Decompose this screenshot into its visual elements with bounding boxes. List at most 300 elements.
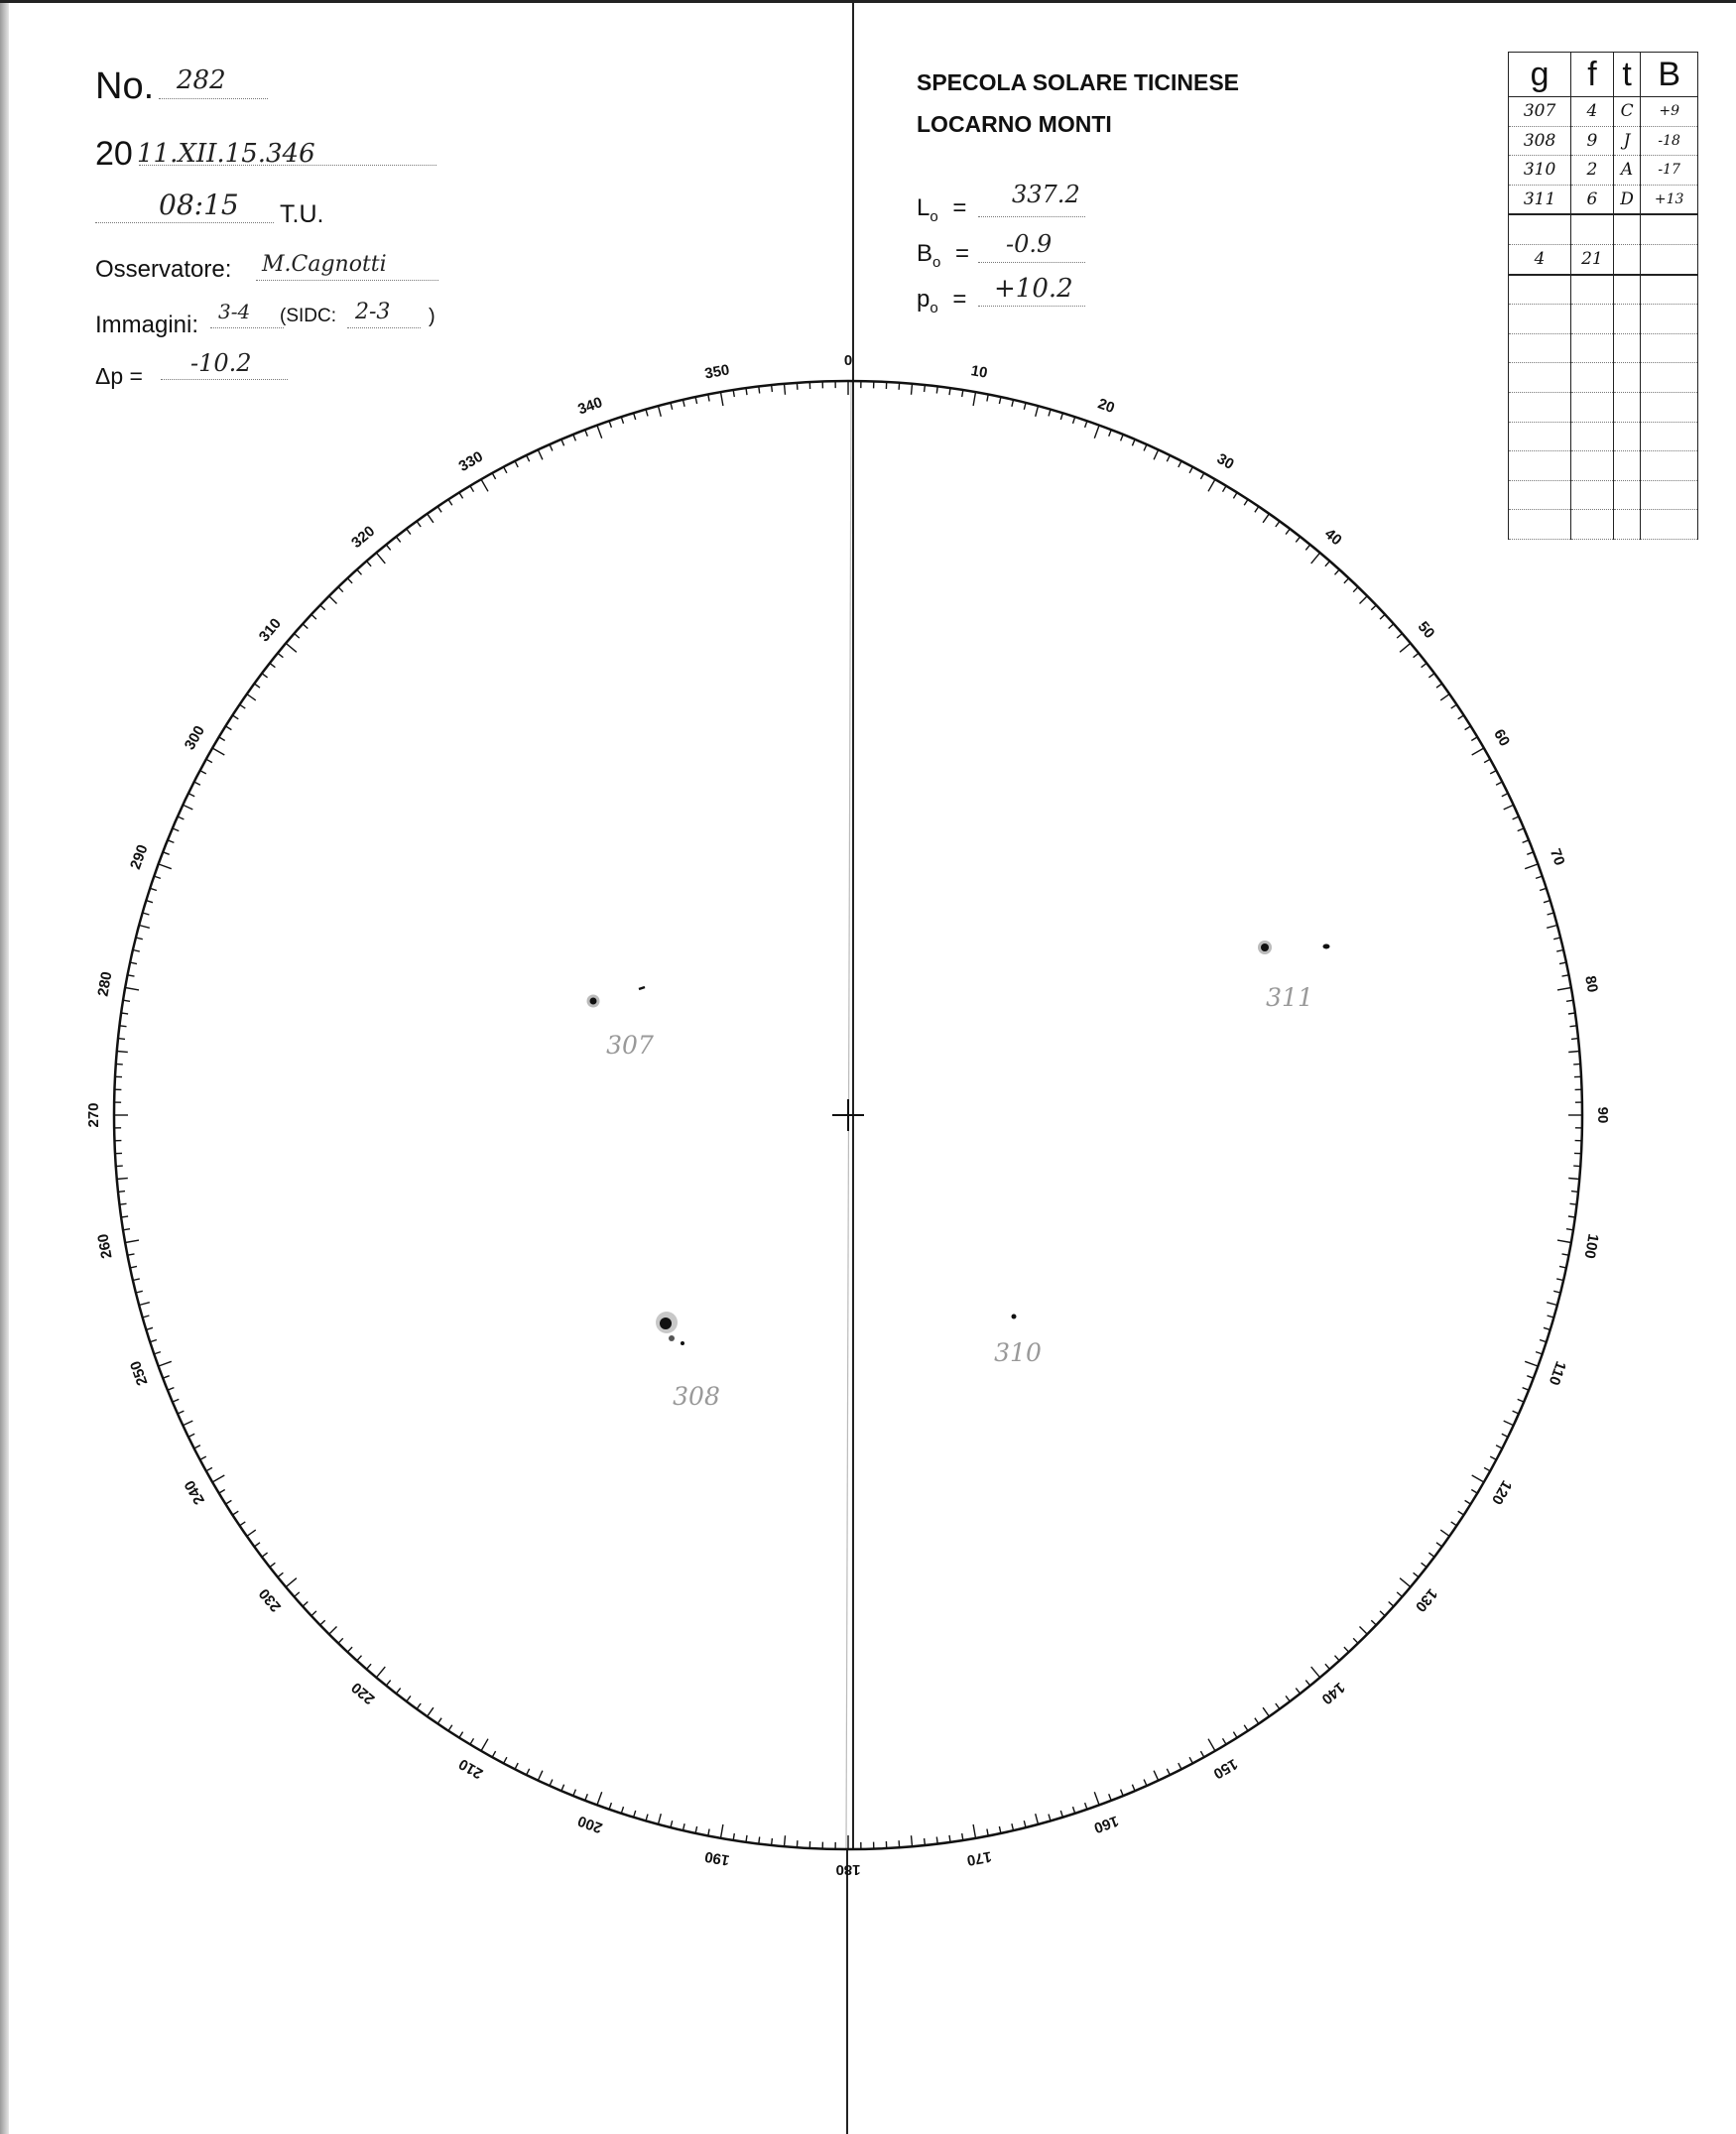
degree-label: 170 [965,1847,993,1869]
degree-tick [1414,653,1420,657]
degree-tick [1472,1475,1484,1482]
degree-tick [1305,545,1309,551]
spot-308-umbra [660,1318,672,1329]
observatory-name: SPECOLA SOLARE TICINESE [917,69,1240,95]
degree-tick [1568,1179,1579,1180]
degree-tick [1518,1399,1525,1402]
col-header-B: B [1641,53,1698,97]
degree-tick [121,1013,128,1014]
degree-label: 270 [84,1102,102,1128]
degree-tick [163,852,170,855]
degree-tick [1360,596,1368,604]
L0-value: 337.2 [1012,181,1080,208]
images-value: 3-4 [218,300,251,323]
group-label: 311 [1266,983,1313,1012]
table-cell: D [1613,185,1641,214]
degree-tick [303,624,308,629]
degree-tick [1397,1592,1402,1597]
degree-tick [759,1837,760,1844]
degree-tick [492,473,495,479]
degree-label: 140 [1317,1679,1348,1708]
degree-tick [386,545,390,551]
degree-label: 130 [1412,1584,1441,1615]
degree-tick [1311,553,1320,564]
degree-tick [139,1303,150,1306]
sidc-label: (SIDC: [280,306,336,326]
degree-tick [746,388,747,395]
degree-tick [1263,1707,1269,1716]
degree-tick [1335,1656,1340,1661]
degree-tick [1178,461,1181,467]
degree-tick [143,1316,150,1318]
degree-tick [357,1656,362,1661]
group-label: 307 [606,1031,654,1060]
degree-tick [1121,1790,1124,1797]
L0-subscript: o [930,207,938,225]
degree-tick [386,1681,390,1687]
degree-label: 340 [575,394,605,419]
degree-tick [1380,1611,1385,1616]
degree-tick [1496,782,1502,785]
degree-tick [772,1838,773,1845]
degree-tick [367,562,372,566]
degree-tick [746,1835,747,1842]
degree-tick [1527,1376,1534,1379]
group-label: 310 [994,1338,1042,1367]
table-cell: 21 [1571,244,1614,274]
degree-label: 120 [1488,1477,1516,1508]
degree-tick [1085,421,1087,428]
degree-tick [437,507,441,513]
degree-tick [1132,1785,1135,1792]
degree-label: 60 [1490,726,1514,750]
degree-tick [1496,1445,1502,1448]
degree-tick [1311,1667,1320,1678]
degree-tick [303,1602,308,1607]
time-unit: T.U. [280,200,324,228]
degree-tick [1380,614,1385,619]
degree-label: 80 [1581,974,1601,994]
degree-label: 260 [94,1232,116,1260]
degree-tick [1255,507,1259,513]
degree-tick [1208,1739,1215,1751]
degree-tick [1557,1240,1571,1242]
degree-tick [481,1739,488,1751]
degree-tick [646,410,648,417]
degree-tick [659,1814,662,1824]
degree-tick [428,514,434,523]
degree-tick [1109,430,1112,437]
degree-label: 300 [181,722,208,753]
degree-tick [936,1837,937,1844]
degree-tick [772,385,773,392]
degree-tick [481,479,488,491]
degree-tick [168,1388,175,1391]
degree-tick [527,455,530,461]
degree-tick [1547,1303,1557,1306]
spot-308c [681,1341,684,1345]
degree-tick [168,840,175,843]
table-cell: 4 [1571,97,1614,127]
table-cell: 2 [1571,156,1614,186]
degree-tick [1353,587,1358,592]
degree-tick [1360,1627,1368,1635]
degree-tick [1344,578,1349,583]
spot-307a-umbra [590,998,597,1005]
sidc-value: 2-3 [355,300,391,324]
degree-tick [225,1500,231,1504]
degree-tick [1255,1718,1259,1724]
degree-tick [1422,663,1427,667]
table-cell: +13 [1641,185,1698,214]
degree-tick [1540,888,1547,890]
degree-label: 10 [969,362,989,382]
degree-tick [1325,1664,1330,1669]
images-label: Immagini: [95,312,199,338]
degree-tick [1344,1647,1349,1652]
degree-tick [1132,439,1135,446]
degree-tick [1571,1192,1578,1193]
degree-tick [1263,514,1269,523]
degree-tick [1276,1703,1280,1709]
degree-tick [671,403,673,410]
degree-label: 310 [255,615,285,646]
degree-tick [1144,1780,1147,1786]
degree-tick [320,1620,325,1625]
degree-tick [396,1689,400,1695]
table-cell: C [1613,97,1641,127]
degree-tick [376,553,385,564]
degree-label: 30 [1213,449,1237,473]
degree-label: 0 [843,351,853,369]
degree-tick [1525,864,1538,869]
degree-tick [1465,726,1471,730]
degree-tick [912,1835,913,1846]
degree-tick [188,794,194,797]
degree-tick [206,1467,212,1470]
degree-tick [278,653,284,657]
degree-tick [376,1667,385,1678]
degree-label: 330 [455,447,486,475]
degree-tick [270,663,276,667]
degree-tick [159,1361,172,1366]
p0-value: +10.2 [994,274,1073,304]
table-cell: J [1613,126,1641,156]
degree-tick [1458,1511,1464,1515]
degree-tick [785,384,786,395]
degree-tick [1556,950,1563,952]
degree-tick [437,1718,441,1724]
degree-tick [120,1203,127,1204]
degree-tick [1400,643,1411,652]
degree-tick [515,1763,518,1769]
p0-symbol: p [917,286,930,313]
degree-tick [1502,794,1508,797]
degree-tick [785,1835,786,1846]
degree-tick [527,1769,530,1775]
degree-tick [1540,1340,1547,1342]
degree-tick [311,1611,316,1616]
L0-symbol: L [917,194,930,221]
degree-tick [407,529,411,535]
degree-tick [320,605,325,610]
degree-tick [1559,1266,1566,1268]
degree-label: 90 [1594,1106,1612,1124]
group-label: 308 [673,1382,720,1411]
degree-tick [1484,1467,1490,1470]
table-cell: -17 [1641,156,1698,186]
degree-tick [646,1815,648,1821]
degree-tick [1389,624,1394,629]
degree-tick [212,1475,224,1482]
p0-equals: = [952,286,967,313]
degree-tick [1036,1814,1039,1824]
degree-tick [797,383,798,390]
time-value: 08:15 [159,188,239,221]
degree-tick [338,587,343,592]
degree-label: 160 [1091,1812,1121,1836]
degree-tick [912,384,913,395]
number-label: No. [95,65,155,107]
degree-tick [1036,406,1039,417]
degree-tick [1189,1757,1192,1763]
degree-label: 20 [1095,395,1117,418]
degree-tick [1436,1543,1442,1547]
degree-tick [159,864,172,869]
degree-tick [178,1411,184,1414]
degree-tick [1490,771,1496,774]
degree-tick [329,1627,337,1635]
degree-tick [492,1751,495,1757]
degree-tick [1428,674,1434,678]
degree-tick [1200,473,1203,479]
degree-tick [178,816,184,819]
degree-tick [417,1703,421,1709]
table-cell: 9 [1571,126,1614,156]
degree-tick [154,876,161,878]
degree-tick [597,426,602,439]
degree-tick [295,634,300,639]
disk-axes [114,0,1582,2134]
degree-tick [150,888,157,890]
degree-tick [1525,1361,1538,1366]
degree-tick [1335,569,1340,574]
degree-tick [561,1785,564,1792]
degree-tick [1085,1803,1087,1810]
degree-tick [550,444,553,450]
degree-tick [1353,1638,1358,1643]
degree-tick [125,988,139,990]
degree-tick [262,674,268,678]
degree-tick [683,400,685,407]
group-labels [606,983,1313,1411]
degree-label: 240 [181,1477,208,1508]
degree-tick [136,938,143,940]
spot-311b [1323,944,1330,949]
degree-tick [206,759,212,762]
degree-tick [116,1064,123,1065]
degree-tick [311,614,316,619]
observatory-place: LOCARNO MONTI [917,111,1112,137]
degree-tick [254,1543,260,1547]
table-cell: A [1613,156,1641,186]
degree-tick [407,1695,411,1701]
degree-tick [329,596,337,604]
date-value: 11.XII.15.346 [137,139,315,169]
degree-tick [117,1052,128,1053]
degree-tick [515,461,518,467]
degree-tick [295,1592,300,1597]
degree-tick [1518,828,1525,831]
degree-label: 110 [1545,1358,1569,1388]
degree-tick [118,1192,125,1193]
degree-tick [232,715,238,719]
degree-tick [1527,852,1534,855]
degree-tick [270,1563,276,1567]
degree-tick [338,1638,343,1643]
degree-tick [1451,704,1457,708]
degree-tick [1471,737,1477,741]
degree-tick [585,430,588,437]
degree-tick [1573,1064,1580,1065]
degree-label: 350 [703,361,731,383]
col-header-t: t [1613,53,1641,97]
col-header-g: g [1509,53,1571,97]
B0-value: -0.9 [1006,230,1053,258]
degree-tick [1024,1820,1026,1827]
degree-tick [459,1732,463,1738]
degree-tick [1568,1052,1579,1053]
degree-tick [1397,634,1402,639]
degree-label: 220 [348,1679,379,1708]
degree-tick [121,1216,128,1217]
degree-tick [1233,492,1237,498]
degree-tick [573,435,576,441]
degree-tick [949,388,950,395]
degree-tick [659,406,662,417]
degree-tick [118,1039,125,1040]
degree-tick [1154,1771,1159,1781]
degree-tick [1556,1279,1563,1281]
degree-tick [200,771,206,774]
degree-tick [125,1240,139,1242]
degree-tick [1244,499,1248,505]
degree-tick [194,1445,200,1448]
table-cell: -18 [1641,126,1698,156]
degree-tick [1570,1203,1577,1204]
degree-tick [1073,1807,1075,1814]
degree-tick [1451,1522,1457,1526]
degree-tick [1389,1602,1394,1607]
degree-tick [1502,1434,1508,1437]
degree-tick [1504,805,1514,810]
sidc-close: ) [429,306,435,327]
degree-tick [194,782,200,785]
degree-tick [1024,403,1026,410]
L0-equals: = [952,194,967,221]
degree-tick [1513,1411,1519,1414]
degree-tick [1286,529,1290,535]
table-cell: 307 [1509,97,1571,127]
degree-tick [925,1838,926,1845]
degree-tick [621,1807,623,1814]
degree-tick [538,1771,543,1781]
degree-tick [1371,1620,1376,1625]
observer-value: M.Cagnotti [262,252,387,277]
degree-tick [621,417,623,424]
degree-label: 190 [703,1847,731,1869]
degree-tick [247,694,256,700]
degree-tick [278,1572,284,1576]
degree-tick [1200,1751,1203,1757]
degree-label: 200 [575,1812,605,1836]
degree-tick [116,1166,123,1167]
degree-tick [470,486,474,492]
degree-tick [1094,1792,1099,1805]
degree-label: 70 [1546,846,1568,868]
degree-tick [396,537,400,543]
degree-tick [1325,562,1330,566]
degree-tick [1012,400,1014,407]
degree-tick [448,499,452,505]
degree-tick [759,387,760,394]
degree-tick [120,1026,127,1027]
degree-tick [173,1399,180,1402]
degree-tick [504,1757,507,1763]
degree-tick [504,467,507,473]
degree-label: 210 [455,1755,486,1783]
degree-tick [240,704,246,708]
degree-tick [347,1647,352,1652]
degree-tick [417,521,421,527]
degree-tick [1371,605,1376,610]
degree-tick [1167,1769,1170,1775]
degree-tick [1484,759,1490,762]
degree-tick [999,397,1001,404]
table-cell: 308 [1509,126,1571,156]
degree-tick [254,684,260,688]
degree-tick [470,1738,474,1744]
table-cell: 4 [1509,244,1571,274]
degree-tick [183,805,192,810]
degree-tick [561,439,564,446]
degree-label: 280 [94,970,116,998]
degree-tick [949,1835,950,1842]
delta-p-label: Δp = [95,363,143,389]
degree-tick [695,397,697,404]
degree-tick [219,737,225,741]
B0-subscript: o [932,253,941,271]
degree-tick [573,1790,576,1797]
degree-tick [1244,1725,1248,1731]
degree-tick [347,578,352,583]
B0-equals: = [955,240,970,267]
degree-tick [163,1376,170,1379]
degree-tick [899,383,900,390]
degree-tick [1305,1681,1309,1687]
degree-tick [225,726,231,730]
degree-tick [286,1578,297,1587]
degree-tick [286,643,297,652]
degree-tick [550,1780,553,1786]
degree-tick [1559,962,1566,964]
degree-tick [1233,1732,1237,1738]
degree-tick [1553,1291,1560,1293]
degree-tick [150,1340,157,1342]
degree-tick [1012,1823,1014,1830]
degree-tick [1548,1316,1554,1318]
degree-tick [609,421,611,428]
